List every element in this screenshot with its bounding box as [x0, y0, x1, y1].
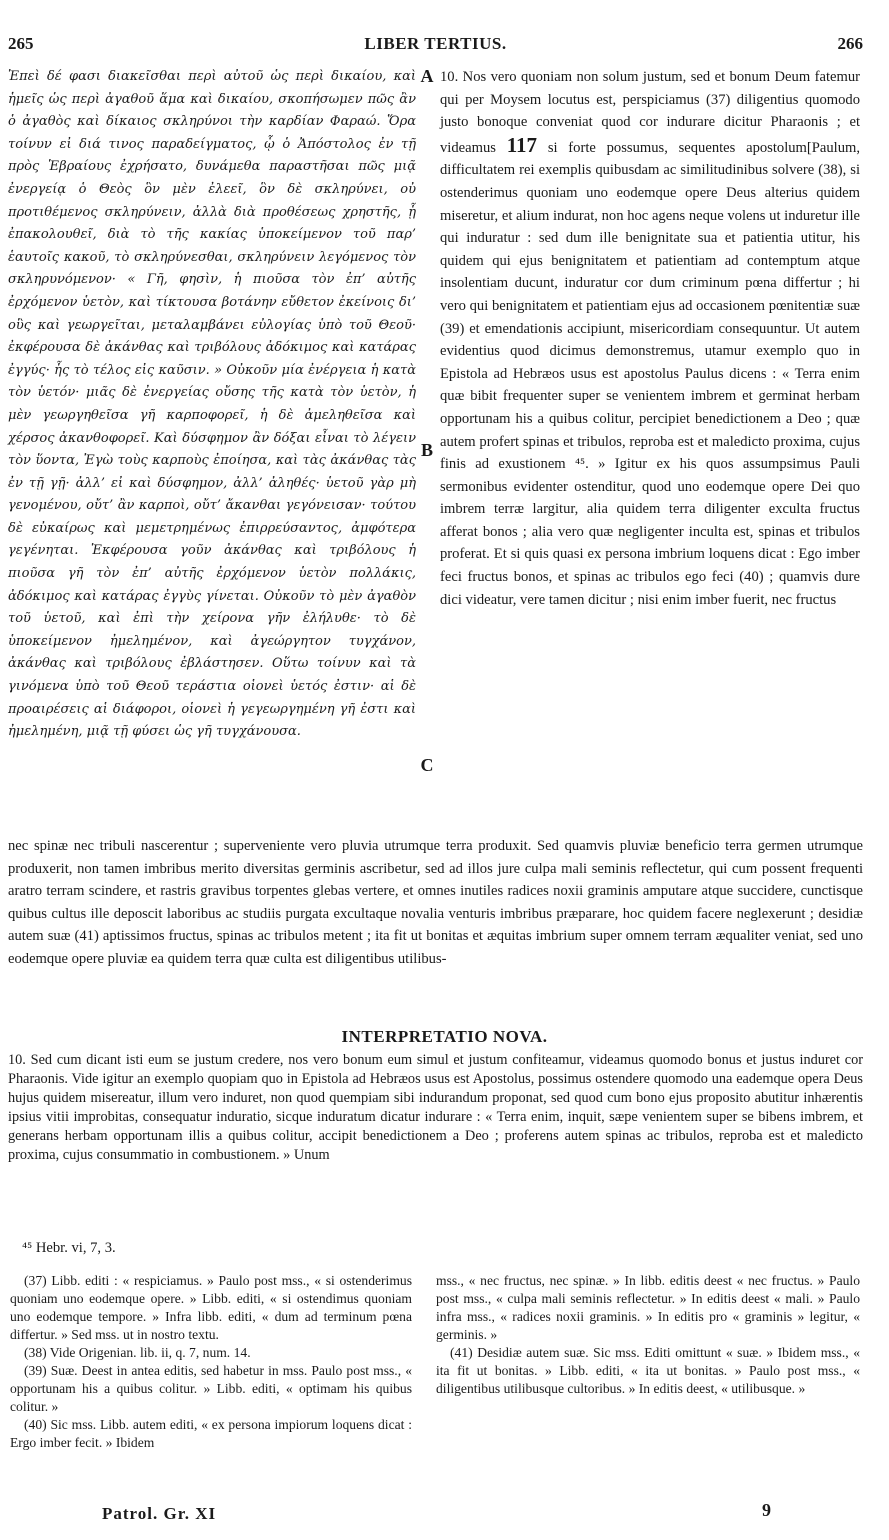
footnote-39: (39) Suæ. Deest in antea editis, sed habetur in mss. Paulo post mss., « opportunam his a quibus colitur. » Libb. editi, « optimam his quibus colitur. »	[10, 1363, 412, 1414]
margin-number: 117	[506, 132, 538, 157]
latin-full-width-text: nec spinæ nec tribuli nascerentur ; superveniente vero pluvia utrumque terra produxit. Sed quamvis pluviæ beneficio terra germen utrumque produxerit, non tamen imbribus merito diversitas germinis ascribetur, sed ad illos jure culpa mali seminis reflectetur, qui cum possent frequenti aratro terram scindere, et rastris gravibus torpentes glebas vertere, et omnes inutiles radices noxii graminis amputare atque succidere, cunctisque quibus cultus ille deposcit laboribus ac studiis purgata excultaque novalia venturis imbribus præparare, hoc quidem facere neglexerunt ; desidiæ autem suæ (41) aptissimos fructus, spinas ac tribulos metent ; ita fit ut bonitas et æquitas imbrium super omnem terram æqualiter veniat, sed uno eodemque opere pluviæ ea quidem terra quæ culta est diligentibus utilibus-	[8, 838, 863, 967]
footnotes-right-column	[436, 1272, 860, 1398]
series-footer: Patrol. Gr. XI	[102, 1504, 217, 1523]
column-marker-a: A	[420, 66, 434, 86]
latin-text-continued: si forte possumus, sequentes apostolum[Paulum, difficultatem rei exemplis quibusdam ac similitudinibus solvere (38), si ostenderimus quoniam uno eodemque opere Deus alterius quidem miseretur, et alium indurat, non hoc agens neque volens ut induretur ille qui induratur : sed dum ille benignitate sua et patientia utitur, his quidem qui ejus benignitatem et patientiam ad contemptum atque insolentiam ducunt, induratur cor dum criminum pœna differtur ; hi vero qui benignitatem et patientiam ejus ad occasionem pœnitentiæ suæ (39) et emendationis accipiunt, misericordiam consequuntur. Ut autem evidentius quod dicimus demonstremus, utamur exemplo quo in Epistola ad Hebræos usus est apostolus Paulus dicens : « Terra enim quæ bibit frequenter super se venientem imbrem et germinat herbam opportunam his a quibus colitur, percipiet benedictionem a Deo ; quæ autem profert spinas et tribulos, reproba est et maledicto proxima, cujus finis ad exustionem ⁴⁵. » Igitur ex his quos assumpsimus Pauli sermonibus evidenter ostenditur, quod uno eodemque opere Dei quo imbrem terræ largitur, alia quidem terra diligenter exculta fructus afferat bonos ; alia vero quæ negligenter inculta est, spinas et tribulos proferat. Et si quis quasi ex persona imbrium loquens dicat : Ego imber feci fructus bonos, et spinas ac tribulos ego feci (40) ; quamvis dure dici videatur, vere tamen dicitur ; nisi enim imber fuerit, nec fructus	[440, 139, 860, 608]
latin-text-start: 10. Nos vero quoniam non solum justum, sed et bonum Deum fatemur qui per Moysem locutus est, perspiciamus (37) diligentius quomodo justo bonoque conveniat quod cor indurare dicitur Pharaonis ; et videamus	[440, 69, 860, 156]
column-marker-b: B	[420, 440, 433, 460]
page-number-right: 266	[837, 34, 863, 53]
scripture-reference: ⁴⁵ Hebr. vi, 7, 3.	[22, 1240, 116, 1256]
signature-mark: 9	[762, 1500, 771, 1520]
footnote-38: (38) Vide Origenian. lib. ii, q. 7, num. 14.	[24, 1345, 251, 1360]
column-marker-c: C	[420, 755, 434, 775]
running-head	[8, 34, 863, 60]
footnote-40: (40) Sic mss. Libb. autem editi, « ex persona impiorum loquens dicat : Ergo imber fecit. » Ibidem	[10, 1417, 412, 1450]
footnote-41: (41) Desidiæ autem suæ. Sic mss. Editi omittunt « suæ. » Ibidem mss., « ita fit ut bonitas. » Libb. editi, « ita ut bonitas. » Paulo post mss., « diligentibus utilibusque cultoribus. » In editis deest, « utilibusque. »	[436, 1345, 860, 1396]
greek-column-text: Ἐπεὶ δέ φασι διακεῖσθαι περὶ αὐτοῦ ὡς περὶ δικαίου, καὶ ἡμεῖς ὡς περὶ ἀγαθοῦ ἅμα καὶ δικαίου, σκοπήσωμεν πῶς ἂν ὁ ἀγαθὸς καὶ δίκαιος σκληρύνοι τὴν καρδίαν Φαραώ. Ὅρα τοίνυν εἰ διά τινος παραδείγματος, ᾧ ὁ Ἀπόστολος ἐν τῇ πρὸς Ἑβραίους ἐχρήσατο, δυνάμεθα παραστῆσαι πῶς μιᾷ ἐνεργείᾳ ὁ Θεὸς ὃν μὲν ἐλεεῖ, ὃν δὲ σκληρύνει, οὐ προτιθέμενος σκληρύνειν, ἀλλὰ διὰ προθέσεως χρηστῆς, ᾗ ἐπακολουθεῖ, διὰ τὸ τῆς κακίας ὑποκείμενον τοῦ παρ’ ἑαυτοῖς κακοῦ, τὸ σκληρύνεσθαι, σκληρύνειν λεγόμενος τὸν σκληρυνόμενον· « Γῆ, φησὶν, ἡ πιοῦσα τὸν ἐπ’ αὐτῆς ἐρχόμενον ὑετὸν, καὶ τίκτουσα βοτάνην εὔθετον ἐκείνοις δι’ οὓς καὶ γεωργεῖται, μεταλαμβάνει εὐλογίας ὑπὸ τοῦ Θεοῦ· ἐκφέρουσα δὲ ἀκάνθας καὶ τριβόλους ἀδόκιμος καὶ κατάρας ἐγγύς· ἧς τὸ τέλος εἰς καῦσιν. » Οὐκοῦν μία ἐνέργεια ἡ κατὰ τὸν ὑετόν· μιᾶς δὲ ἐνεργείας οὔσης τῆς κατὰ τὸν ὑετὸν, ἡ μὲν γεωργηθεῖσα γῆ καρποφορεῖ, ἡ δὲ ἀμεληθεῖσα καὶ χέρσος ἀκανθοφορεῖ. Καὶ δύσφημον ἂν δόξαι εἶναι τὸ λέγειν τὸν ὕοντα, Ἐγὼ τοὺς καρποὺς ἐποίησα, καὶ τὰς ἀκάνθας τὰς ἐν τῇ γῇ· ἀλλ’ εἰ καὶ δύσφημον, ἀλλ’ ἀληθές· ὑετοῦ γὰρ μὴ γενομένου, οὔτ’ ἂν καρποὶ, οὔτ’ ἄκανθαι γεγόνεισαν· τούτου δὲ εὐκαίρως καὶ μεμετρημένως ἐπιρρεύσαντος, ἀμφότερα γεγένηται. Ἐκφέρουσα γοῦν ἀκάνθας καὶ τριβόλους ἡ πιοῦσα γῆ τὸν ἐπ’ αὐτῆς ἐρχόμενον ὑετὸν πολλάκις, ἀδόκιμος καὶ κατάρας ἐγγὺς γίνεται. Οὐκοῦν τὸ μὲν ἀγαθὸν τοῦ ὑετοῦ, καὶ ἐπὶ τὴν χείρονα γῆν ἐλήλυθε· τὸ δὲ ὑποκείμενον ἠμελημένον, καὶ ἀγεώργητον τυγχάνον, ἀκάνθας καὶ τριβόλους ἐβλάστησεν. Οὕτω τοίνυν καὶ τὰ γινόμενα ὑπὸ τοῦ Θεοῦ τεράστια οἱονεὶ ὑετός ἐστιν· αἱ δὲ προαιρέσεις αἱ διάφοροι, οἱονεὶ ἡ γεγεωργημένη γῆ ἐστι καὶ ἠμελημένη, μιᾷ τῇ φύσει ὡς γῆ τυγχάνουσα.	[8, 69, 416, 740]
footnote-37: (37) Libb. editi : « respiciamus. » Paulo post mss., « si ostenderimus quoniam uno eodemque opere. » Libb. editi, « si ostendimus quoniam uno eodemque tempore. » Infra libb. editi, « dum ad terminum pœna differtur. » Sed mss. ut in nostro textu.	[10, 1273, 412, 1342]
page-number-left: 265	[8, 34, 34, 53]
latin-column-text	[440, 66, 860, 611]
interpretatio-text: 10. Sed cum dicant isti eum se justum credere, nos vero bonum eum simul et justum confiteamur, videamus quomodo bonus et justus induret cor Pharaonis. Vide igitur an exemplo quopiam quo in Epistola ad Hebræos usus est Apostolus, possimus ostendere quomodo una eademque opera Deus hujus quidem misereatur, illum vero induret, non quod quempiam sibi indurandum proponat, sed quod cum bono ejus proposito abutitur inhærentis ipsius vitii improbitas, consequatur induratio, sicque induratum dicatur indurare : « Terra enim, inquit, sæpe venientem super se bibens imbrem, et generans herbam opportunam illis a quibus colitur, accipit benedictionem a Deo ; proferens autem spinas ac tribulos, reproba est et maledicto proxima, cujus consummatio in combustionem. » Unum	[8, 1052, 863, 1163]
running-title: LIBER TERTIUS.	[364, 34, 507, 53]
footnote-40-continued: mss., « nec fructus, nec spinæ. » In libb. editis deest « nec fructus. » Paulo post mss., « culpa mali seminis reflectetur. » In editis deest « mali. » Paulo infra mss., « radices noxii graminis. » In editis pro « graminis » legitur, « germinis. »	[436, 1273, 860, 1342]
footnotes-left-column	[10, 1272, 412, 1452]
section-title: INTERPRETATIO NOVA.	[341, 1027, 548, 1046]
